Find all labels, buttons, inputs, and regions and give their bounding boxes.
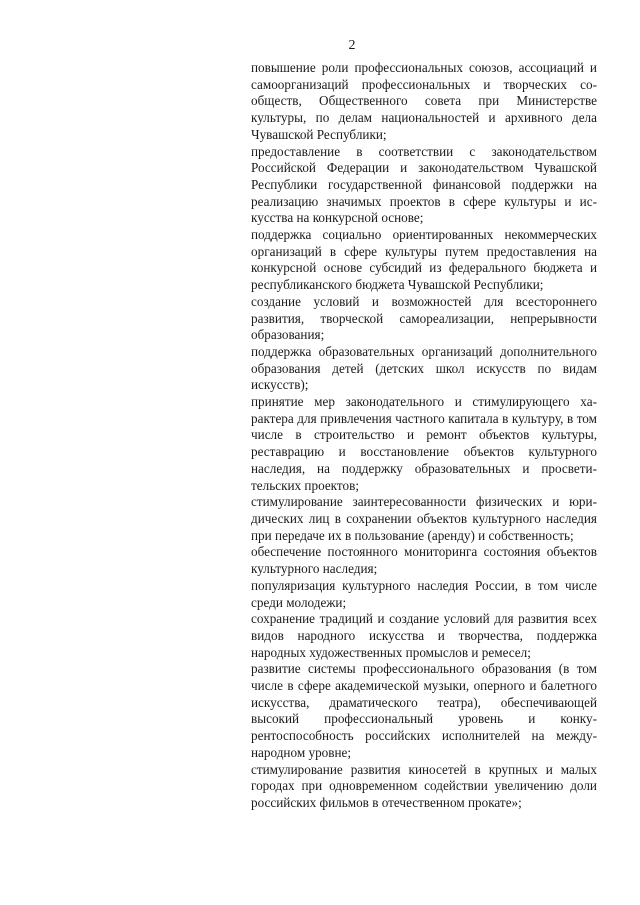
paragraph: поддержка социально ориентированных некоммерческих организаций в сфере культуры путем предоставления на конкурсной основе субсидий из федерального бюджета и республиканского бюджета Чувашской Республики;: [251, 227, 597, 293]
paragraph: популяризация культурного наследия России, в том числе среди молодежи;: [251, 577, 597, 610]
paragraph: сохранение традиций и создание условий для развития всех видов народного искусства и творчества, поддержка народных художественных промыслов и ремесел;: [251, 611, 597, 660]
paragraph: повышение роли профессиональных союзов, ассоциаций и самоорганизаций профессиональных и творческих сообществ, Общественного совета при Министерстве культуры, по делам национальностей и архивного дела Чувашской Республики;: [251, 60, 597, 142]
page-number: 2: [348, 38, 356, 53]
paragraph: поддержка образовательных организаций дополнительного образования детей (детских школ искусств по видам искусств);: [251, 343, 597, 393]
body-text: [251, 60, 597, 812]
paragraph: принятие мер законодательного и стимулирующего характера для привлечения частного капитала в культуру, в том числе в строительство и ремонт объектов культуры, реставрацию и восстановление объектов культурного наследия, на поддержку образовательных и просветительских проектов;: [251, 394, 597, 493]
paragraph: стимулирование развития киносетей в крупных и малых городах при одновременном содействии увеличению доли российских фильмов в отечественном прокате»;: [251, 761, 597, 810]
paragraph: стимулирование заинтересованности физических и юридических лиц в сохранении объектов культурного наследия при передаче их в пользование (аренду) и собственность;: [251, 494, 597, 543]
paragraph: создание условий и возможностей для всестороннего развития, творческой самореализации, непрерывности образования;: [251, 293, 597, 343]
paragraph: обеспечение постоянного мониторинга состояния объектов культурного наследия;: [251, 544, 597, 577]
paragraph: предоставление в соответствии с законодательством Российской Федерации и законодательством Чувашской Республики государственной финансовой поддержки на реализацию значимых проектов в сфере культуры и искусства на конкурсной основе;: [251, 143, 597, 226]
paragraph: развитие системы профессионального образования (в том числе в сфере академической музыки, оперного и балетного искусства, драматического театра), обеспечивающей высокий профессиональный уровень и конкурентоспособность российских исполнителей на международном уровне;: [251, 661, 597, 760]
